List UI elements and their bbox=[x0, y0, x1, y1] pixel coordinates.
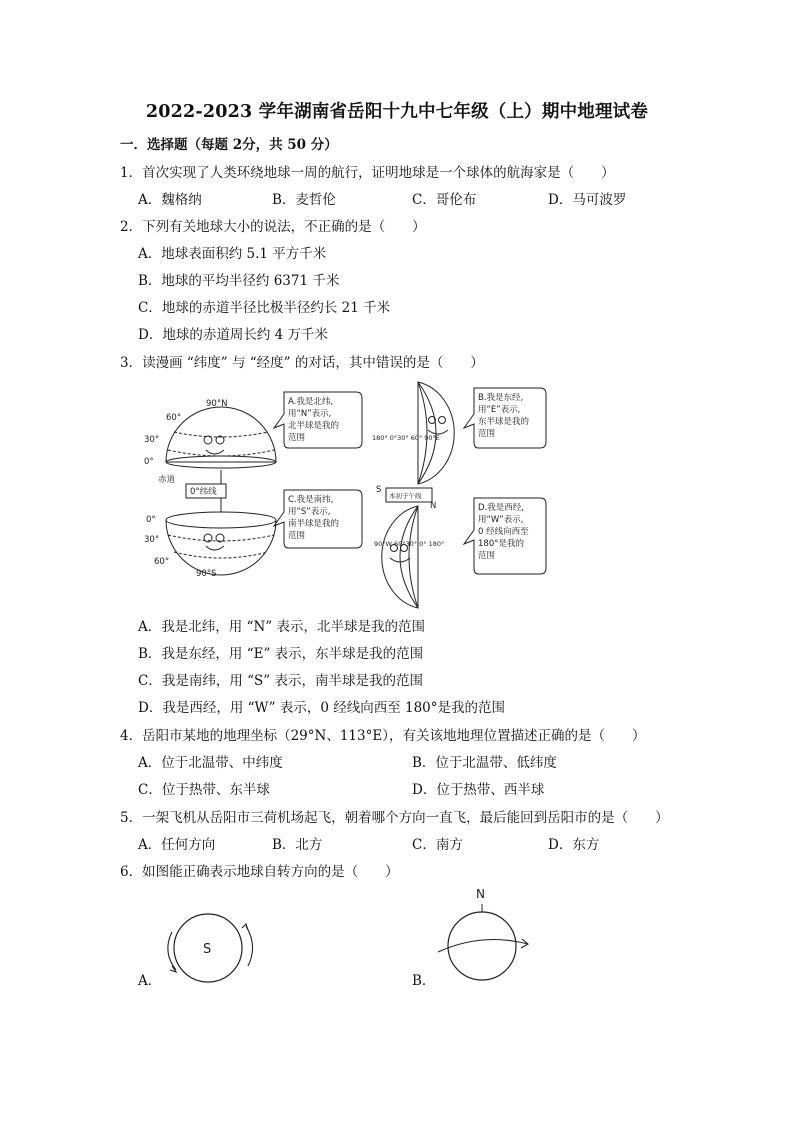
bubble-d-line2: 用“W”表示, bbox=[478, 515, 524, 525]
q4-option-a: A．位于北温带、中纬度 bbox=[138, 755, 283, 771]
bubble-d-line1: D.我是西经, bbox=[478, 503, 524, 513]
bubble-b-line1: B.我是东经, bbox=[478, 393, 524, 403]
q3-option-a: A．我是北纬，用 “N” 表示，北半球是我的范围 bbox=[138, 619, 425, 635]
lat-60-bottom: 60° bbox=[154, 557, 170, 567]
lat-0-top: 0° bbox=[144, 457, 154, 467]
equator-label: 赤道 bbox=[158, 475, 176, 485]
q5-option-d: D．东方 bbox=[548, 837, 600, 853]
q2-option-d: D．地球的赤道周长约 4 万千米 bbox=[138, 327, 328, 343]
rotation-figure-b bbox=[430, 884, 540, 988]
lat-90s: 90°S bbox=[196, 569, 217, 579]
bubble-a-line2: 用“N”表示, bbox=[288, 409, 332, 419]
bubble-a-line4: 范围 bbox=[288, 433, 306, 443]
q2-option-c: C．地球的赤道半径比极半径约长 21 千米 bbox=[138, 300, 391, 316]
bubble-c-line1: C.我是南纬, bbox=[288, 495, 334, 505]
exam-title: 2022-2023 学年湖南省岳阳十九中七年级（上）期中地理试卷 bbox=[145, 102, 649, 122]
q3-option-b: B．我是东经，用 “E” 表示，东半球是我的范围 bbox=[138, 646, 424, 662]
prime-box-text: 本初子午线 bbox=[389, 492, 422, 500]
bubble-d-line4: 180°是我的 bbox=[478, 539, 524, 549]
q5-option-a: A．任何方向 bbox=[138, 837, 216, 853]
lat-90n: 90°N bbox=[206, 399, 228, 409]
q1-option-a: A．魏格纳 bbox=[138, 192, 202, 208]
q5-option-c: C．南方 bbox=[412, 837, 463, 853]
rotation-figure-a bbox=[160, 908, 270, 988]
bubble-c-line4: 范围 bbox=[288, 531, 306, 541]
q4-option-c: C．位于热带、东半球 bbox=[138, 782, 270, 798]
fig-a-pole-label: S bbox=[203, 942, 212, 957]
lat-30-bottom: 30° bbox=[144, 535, 160, 545]
bubble-b-line4: 范围 bbox=[478, 429, 496, 439]
latitude-longitude-cartoon bbox=[136, 380, 556, 612]
lat-60-top: 60° bbox=[166, 413, 182, 423]
question-6-stem: 6．如图能正确表示地球自转方向的是（ ） bbox=[120, 864, 399, 880]
fig-b-pole-label: N bbox=[476, 887, 485, 901]
q1-option-d: D．马可波罗 bbox=[548, 192, 627, 208]
bubble-d-line5: 范围 bbox=[478, 551, 496, 561]
lon-west-labels: 90°W 60°30° 0° 180° bbox=[374, 540, 445, 548]
question-1-stem: 1．首次实现了人类环绕地球一周的航行，证明地球是一个球体的航海家是（ ） bbox=[120, 165, 615, 181]
q1-option-c: C．哥伦布 bbox=[412, 192, 477, 208]
bubble-a-line1: A.我是北纬, bbox=[288, 397, 334, 407]
bubble-c-line2: 用“S”表示, bbox=[288, 507, 331, 517]
northern-hemisphere bbox=[166, 407, 276, 462]
question-2-stem: 2．下列有关地球大小的说法，不正确的是（ ） bbox=[120, 219, 426, 235]
q6-option-a: A． bbox=[138, 973, 162, 989]
equator-box-text: 0°纬线 bbox=[190, 487, 217, 497]
question-4-stem: 4．岳阳市某地的地理坐标（29°N、113°E），有关该地地理位置描述正确的是（ ） bbox=[120, 728, 646, 744]
q3-option-c: C．我是南纬，用 “S” 表示，南半球是我的范围 bbox=[138, 673, 423, 689]
q4-option-b: B．位于北温带、低纬度 bbox=[412, 755, 557, 771]
q2-option-b: B．地球的平均半径约 6371 千米 bbox=[138, 273, 340, 289]
q2-option-a: A．地球表面积约 5.1 平方千米 bbox=[138, 246, 327, 262]
q3-option-d: D．我是西经，用 “W” 表示，0 经线向西至 180°是我的范围 bbox=[138, 700, 506, 716]
pole-s: S bbox=[376, 485, 382, 495]
q1-option-b: B．麦哲伦 bbox=[272, 192, 336, 208]
pole-n: N bbox=[430, 501, 437, 511]
bubble-a-line3: 北半球是我的 bbox=[288, 421, 340, 431]
section-heading: 一．选择题（每题 2分，共 50 分） bbox=[120, 137, 338, 153]
bubble-c-line3: 南半球是我的 bbox=[288, 519, 340, 529]
bubble-b-line2: 用“E”表示, bbox=[478, 405, 521, 415]
bubble-b-line3: 东半球是我的 bbox=[478, 417, 530, 427]
q6-option-b: B． bbox=[412, 973, 436, 989]
question-3-stem: 3．读漫画 “纬度” 与 “经度” 的对话，其中错误的是（ ） bbox=[120, 355, 484, 371]
lat-0-bottom: 0° bbox=[146, 515, 156, 525]
q4-option-d: D．位于热带、西半球 bbox=[412, 782, 545, 798]
q5-option-b: B．北方 bbox=[272, 837, 323, 853]
lat-30-top: 30° bbox=[144, 435, 160, 445]
lon-east-labels: 180° 0°30° 60° 90°E bbox=[372, 434, 440, 442]
bubble-d-line3: 0 经线向西至 bbox=[478, 527, 529, 537]
question-5-stem: 5．一架飞机从岳阳市三荷机场起飞，朝着哪个方向一直飞，最后能回到岳阳市的是（ ） bbox=[120, 810, 669, 826]
